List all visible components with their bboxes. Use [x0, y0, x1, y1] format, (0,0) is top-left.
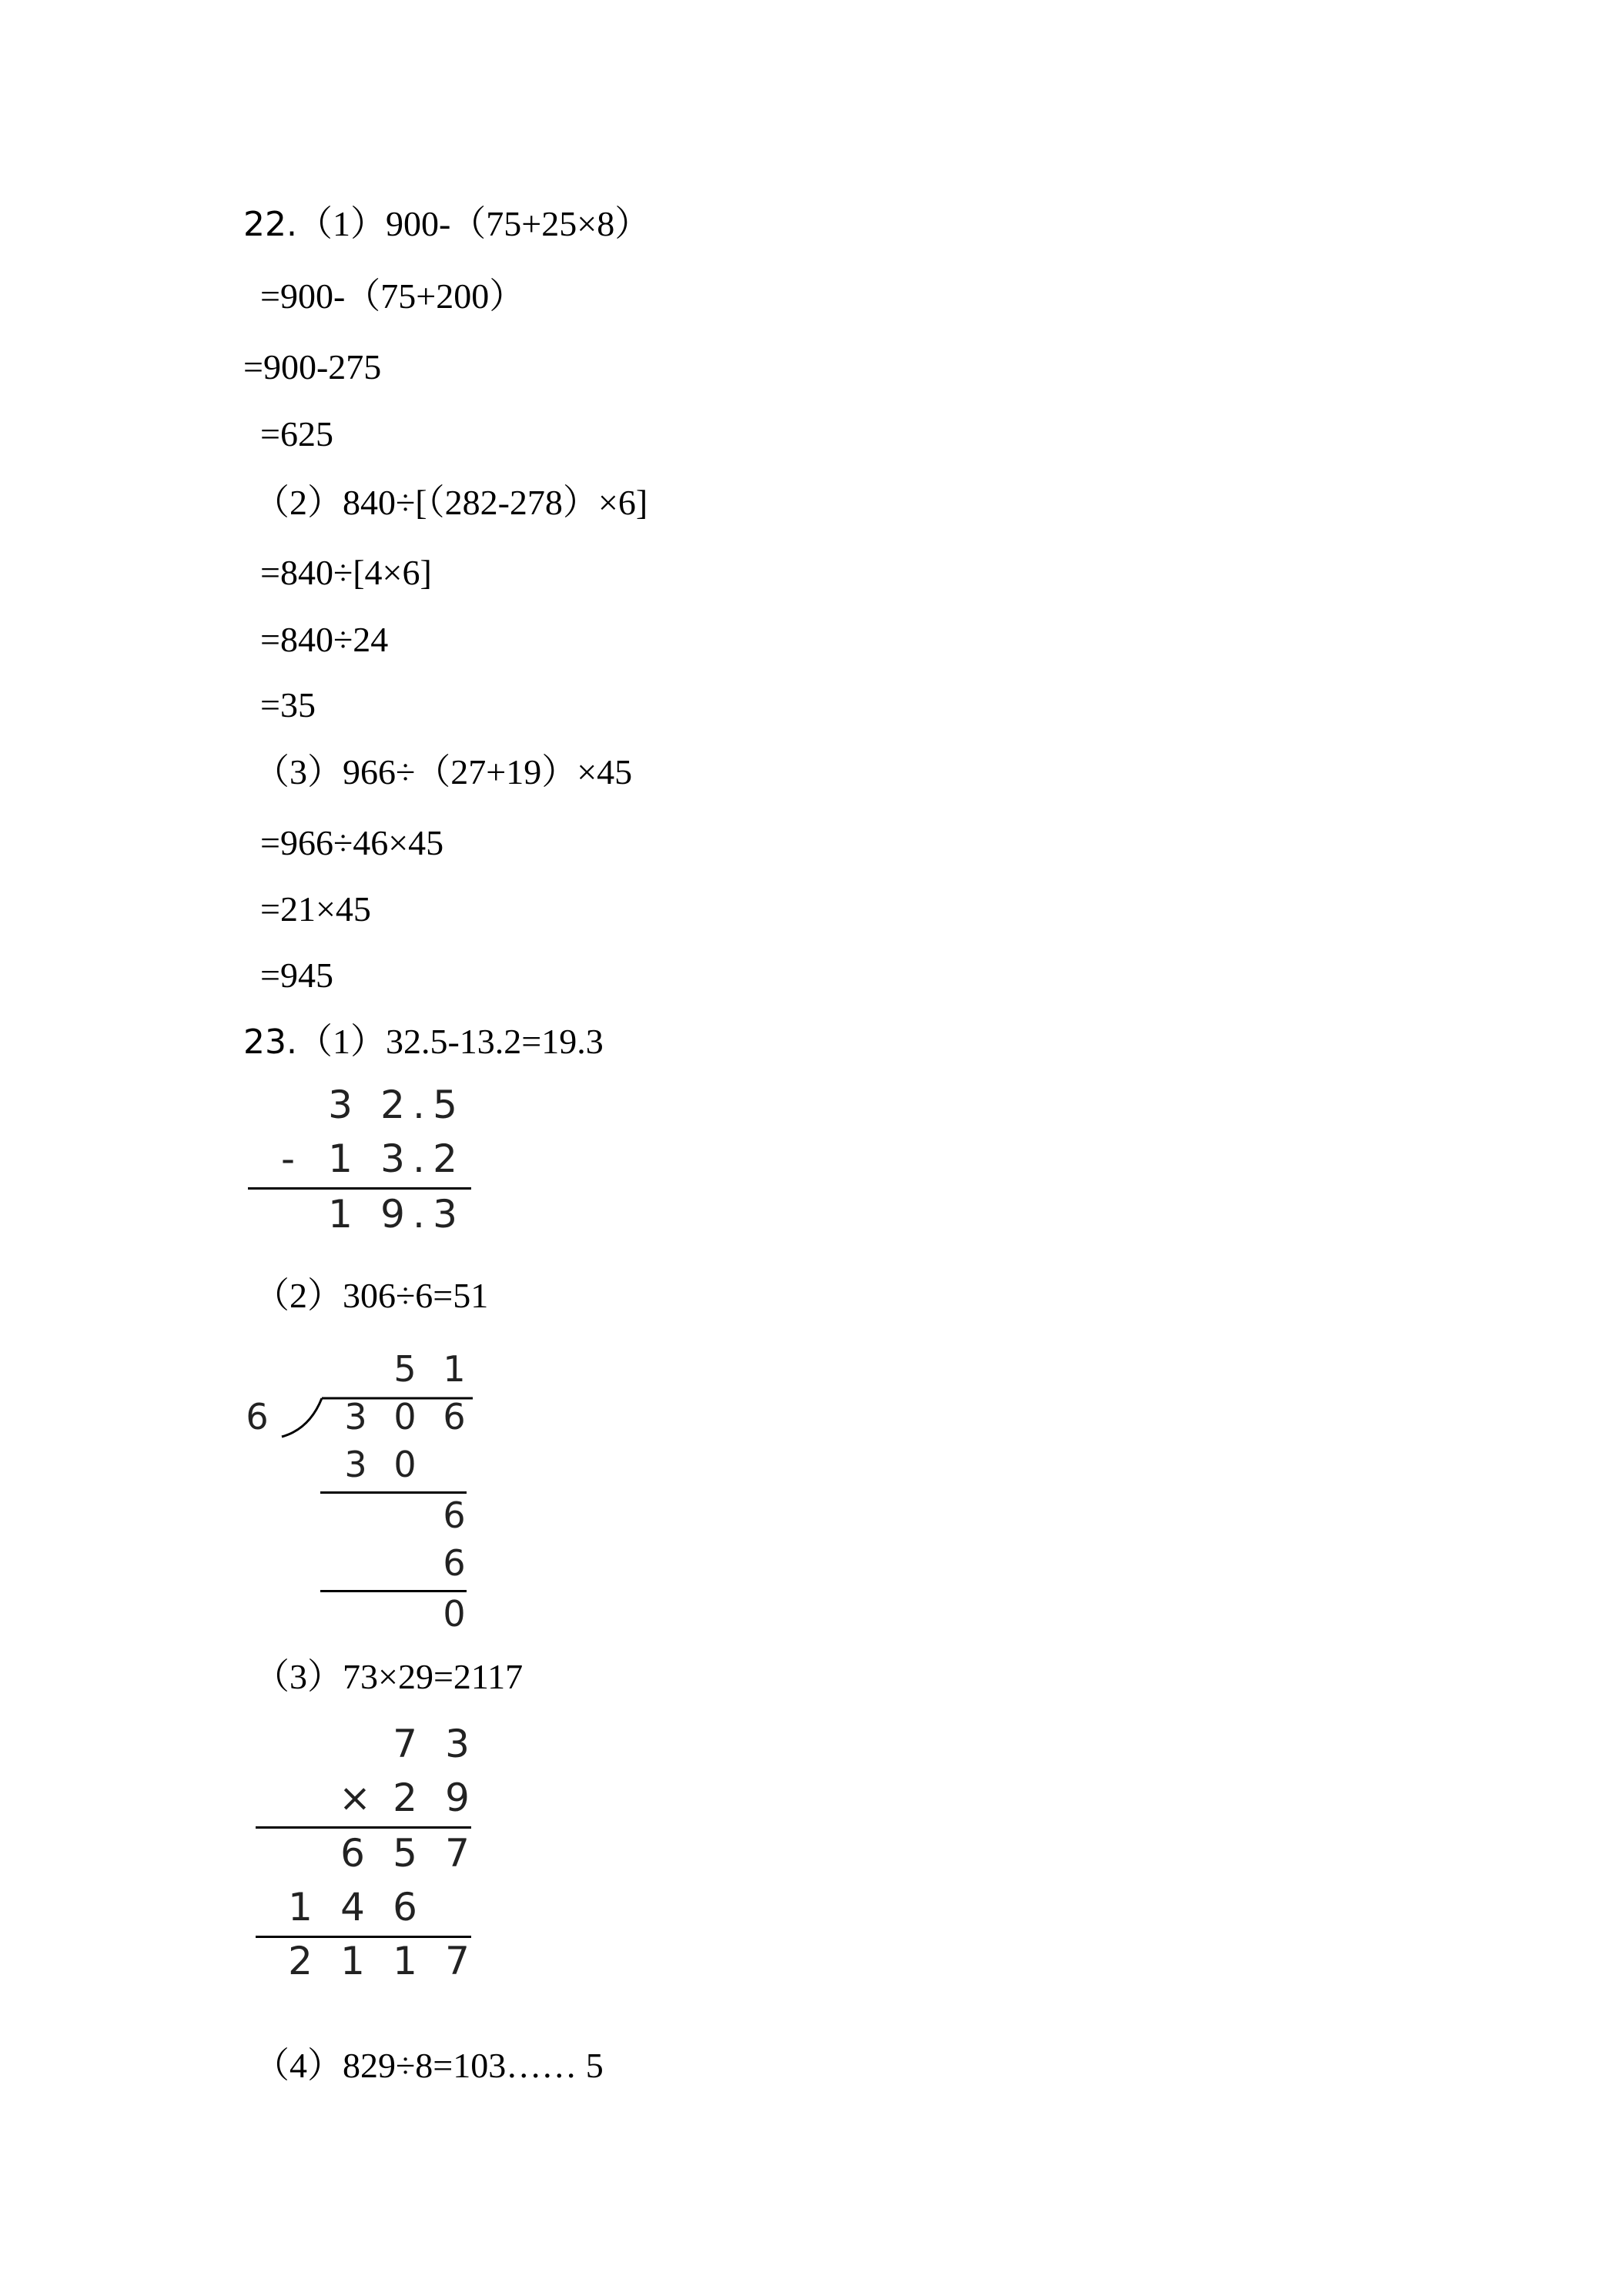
q22-p3-step-1: =966÷46×45	[260, 823, 444, 862]
mul-row1-digit: 7	[393, 1722, 417, 1766]
mul-rule-2	[256, 1936, 471, 1938]
q22-p2-answer: =35	[260, 685, 316, 725]
partial1-digit: 5	[393, 1831, 417, 1876]
sub-result-rule	[248, 1187, 471, 1190]
sub-row2-digit: 3	[380, 1136, 405, 1181]
q22-p1-step-2: =900-275	[243, 347, 382, 387]
q22-p3-step-2: =21×45	[260, 889, 371, 929]
division-rule-2	[320, 1590, 467, 1592]
mul-row1-digit: 3	[445, 1722, 470, 1766]
sub-result-digit: 1	[328, 1192, 353, 1237]
q22-p1-step-1: =900-（75+200）	[260, 276, 525, 316]
partial2-digit: 1	[288, 1885, 313, 1930]
q22-part3-expression: （3）966÷（27+19）×45	[254, 752, 633, 792]
mul-result-digit: 2	[288, 1939, 313, 1983]
q22-number: 22.	[243, 205, 297, 244]
q22-p2-step-2: =840÷24	[260, 620, 389, 659]
sub-result-digit: 9	[380, 1192, 405, 1237]
sub-row2-point: .	[413, 1136, 425, 1181]
sub-result-digit: 3	[433, 1192, 457, 1237]
q23-part2-equation: （2）306÷6=51	[254, 1276, 489, 1315]
q23-part1-equation: （1）32.5-13.2=19.3	[296, 1022, 604, 1061]
minus-sign: -	[280, 1136, 296, 1181]
divisor: 6	[246, 1396, 269, 1438]
q23-line-1	[243, 1022, 604, 1062]
sub-row1-digit: 2	[380, 1083, 405, 1127]
mul-result-digit: 1	[340, 1939, 365, 1983]
sub-row1-point: .	[413, 1083, 425, 1127]
division-rule-1	[320, 1491, 467, 1494]
multiplication-figure	[243, 1722, 474, 2002]
quotient-digit: 5	[393, 1348, 417, 1390]
dividend-digit: 6	[443, 1396, 466, 1438]
partial2-digit: 4	[340, 1885, 365, 1930]
q22-part2-expression: （2）840÷[（282-278）×6]	[254, 483, 648, 522]
sub-result-point: .	[413, 1192, 425, 1237]
sub-row1-digit: 3	[328, 1083, 353, 1127]
mul-row2-digit: 2	[393, 1776, 417, 1820]
q22-p2-step-1: =840÷[4×6]	[260, 553, 432, 592]
remainder-digit: 0	[443, 1593, 466, 1635]
sub-row2-digit: 2	[433, 1136, 457, 1181]
q22-p3-answer: =945	[260, 956, 333, 995]
q23-part3-equation: （3）73×29=2117	[254, 1657, 524, 1696]
sub-row2-digit: 1	[328, 1136, 353, 1181]
dividend-digit: 0	[393, 1396, 417, 1438]
step1-digit: 3	[344, 1444, 367, 1485]
partial1-digit: 7	[445, 1831, 470, 1876]
division-figure	[243, 1348, 474, 1644]
partial1-digit: 6	[340, 1831, 365, 1876]
mul-result-digit: 7	[445, 1939, 470, 1983]
q22-p1-answer: =625	[260, 414, 333, 454]
dividend-digit: 3	[344, 1396, 367, 1438]
mul-row2-digit: 9	[445, 1776, 470, 1820]
subtraction-figure	[243, 1083, 474, 1255]
step2-digit: 6	[443, 1494, 466, 1536]
quotient-digit: 1	[443, 1348, 466, 1390]
mul-result-digit: 1	[393, 1939, 417, 1983]
step1-digit: 0	[393, 1444, 417, 1485]
times-sign: ×	[339, 1776, 371, 1820]
partial2-digit: 6	[393, 1885, 417, 1930]
step3-digit: 6	[443, 1542, 466, 1584]
q23-part4-equation: （4）829÷8=103…… 5	[254, 2046, 604, 2085]
q22-part1-expression: （1）900-（75+25×8）	[296, 204, 651, 243]
q22-line-1	[243, 206, 650, 242]
mul-rule-1	[256, 1826, 471, 1829]
sub-row1-digit: 5	[433, 1083, 457, 1127]
q23-number: 23.	[243, 1022, 297, 1062]
